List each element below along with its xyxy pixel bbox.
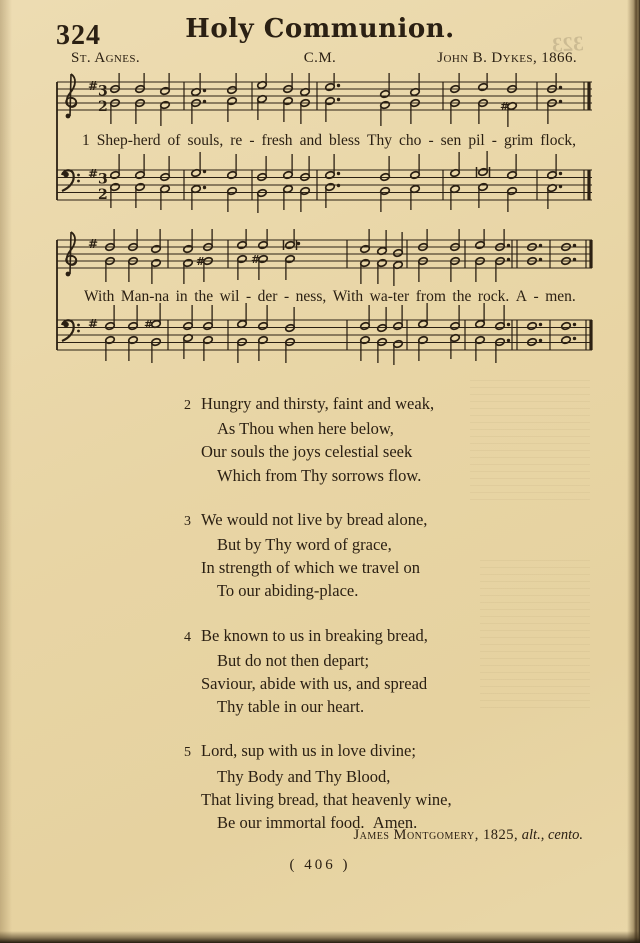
verse-line: To our abiding-place. (217, 581, 359, 601)
lyric-syllable: - (245, 288, 252, 305)
verse-line: Thy Body and Thy Blood, (217, 766, 391, 786)
lyric-syllable: the (452, 288, 472, 305)
note (360, 305, 370, 330)
note (257, 73, 267, 89)
note (478, 99, 488, 124)
note (547, 99, 562, 124)
note (418, 303, 428, 328)
lyric-syllable: in (175, 288, 188, 305)
note (258, 305, 268, 330)
note (561, 336, 576, 345)
verse-line: In strength of which we travel on (201, 558, 421, 578)
lyric-syllable: ness, (295, 288, 327, 305)
note (410, 185, 420, 210)
note (183, 305, 193, 330)
note (160, 73, 170, 95)
author-name: James Montgomery, 1825, (353, 827, 519, 843)
svg-text:#: # (196, 255, 206, 268)
note (377, 259, 387, 284)
verse-line: Be our immortal food. Amen. (217, 813, 418, 833)
note (418, 336, 428, 361)
svg-text:2: 2 (98, 99, 108, 115)
note (380, 187, 390, 212)
lyric-syllable: - (428, 132, 434, 149)
note (450, 152, 460, 177)
svg-text:#: # (88, 167, 99, 181)
note (507, 154, 517, 179)
note (475, 303, 485, 328)
svg-text:#: # (88, 317, 99, 331)
page-edge-left (0, 0, 12, 943)
verse-number: 3 (184, 513, 191, 529)
note (418, 257, 428, 282)
note (237, 255, 247, 280)
note (227, 187, 237, 212)
lyrics-line-2 (84, 288, 576, 306)
note (450, 99, 460, 124)
note (283, 154, 293, 179)
note (478, 183, 488, 208)
verse-line: 5 Lord, sup with us in love divine; (184, 739, 452, 764)
lyric-syllable: Shep-herd (96, 132, 161, 149)
verse-block (184, 392, 452, 855)
lyric-syllable: wil (219, 288, 240, 305)
note (325, 154, 340, 179)
meter-label: C.M. (303, 50, 337, 66)
note (151, 229, 161, 253)
verse-line: 4 Be known to us in breaking bread, (184, 624, 452, 649)
note (475, 257, 485, 282)
note (110, 73, 120, 93)
lyric-syllable: - (283, 288, 290, 305)
note (227, 97, 237, 122)
page-number: ( 406 ) (289, 857, 351, 873)
lyric-syllable: With (332, 288, 364, 305)
svg-text:#: # (144, 318, 154, 331)
lyric-syllable: Thy (367, 132, 392, 149)
lyric-syllable: 1 (82, 132, 90, 149)
note (450, 73, 460, 93)
lyric-syllable: - (491, 132, 497, 149)
verse-number: 2 (184, 398, 191, 413)
lyric-syllable: der (257, 288, 278, 305)
verse-line: But do not then depart; (217, 650, 370, 670)
note (135, 99, 145, 124)
note (377, 230, 387, 255)
bleedthrough-staves (480, 560, 590, 710)
hymn-number: 324 (56, 20, 101, 51)
svg-text:3: 3 (98, 83, 108, 100)
page-edge-bottom (0, 931, 640, 943)
note (285, 255, 295, 280)
page-title: Holy Communion. (185, 14, 455, 44)
note (105, 257, 115, 282)
note (495, 305, 510, 330)
lyric-syllable: from (415, 288, 446, 305)
note (191, 99, 206, 124)
note (561, 322, 576, 331)
note (144, 303, 161, 331)
note (135, 73, 145, 93)
note (477, 151, 490, 177)
note (300, 73, 310, 96)
note (110, 183, 120, 208)
bleedthrough-hymn-number: 323 (551, 31, 585, 57)
note (410, 73, 420, 96)
lyric-syllable: of (167, 132, 181, 149)
note (300, 99, 310, 124)
note (380, 73, 390, 98)
lyric-syllable: pil (468, 132, 485, 149)
note (283, 97, 293, 122)
lyric-syllable: grim (503, 132, 534, 149)
note (450, 257, 460, 282)
lyric-syllable: men. (545, 288, 576, 305)
lyric-syllable: fresh (261, 132, 293, 149)
lyric-syllable: flock, (540, 132, 576, 149)
note (300, 187, 310, 212)
lyric-syllable: re (230, 132, 243, 149)
note (283, 185, 293, 210)
svg-text:#: # (500, 100, 510, 113)
lyric-syllable: - (533, 288, 539, 305)
lyric-syllable: Man-na (120, 288, 170, 305)
note (393, 261, 403, 286)
svg-text:3: 3 (98, 171, 108, 188)
note (227, 154, 237, 179)
note (110, 99, 120, 124)
verse (184, 739, 452, 834)
lyrics-line-1 (82, 132, 576, 150)
note (360, 259, 370, 284)
lyric-syllable: and (299, 132, 322, 149)
note (475, 229, 485, 249)
note (393, 305, 403, 330)
note (251, 253, 268, 280)
verse-line: Saviour, abide with us, and spread (201, 674, 428, 694)
lyric-syllable: wa-ter (369, 288, 410, 305)
lyric-syllable: sen (440, 132, 462, 149)
note (135, 183, 145, 208)
note (450, 185, 460, 210)
note (380, 101, 390, 126)
note (360, 336, 370, 361)
verse-line: Which from Thy sorrows flow. (217, 465, 422, 485)
verse-line: But by Thy word of grace, (217, 535, 392, 555)
verse-number: 4 (184, 629, 191, 645)
note (500, 100, 517, 127)
verse-number: 5 (184, 745, 191, 761)
note (128, 257, 138, 282)
note (191, 185, 206, 210)
note (283, 73, 293, 93)
note (547, 73, 562, 93)
note (128, 336, 138, 361)
note (258, 336, 268, 361)
attribution-note: alt., cento. (518, 827, 583, 843)
note (507, 187, 517, 212)
verse-line: Our souls the joys celestial seek (201, 442, 413, 462)
note (151, 259, 161, 284)
note (110, 154, 120, 179)
tune-name: St. Agnes. (71, 50, 141, 66)
note (105, 336, 115, 361)
verse (184, 508, 452, 603)
lyric-syllable: rock. (477, 288, 510, 305)
author-attribution (354, 827, 584, 844)
lyric-syllable: souls, (187, 132, 224, 149)
note (547, 154, 562, 179)
note (191, 152, 206, 177)
note (547, 184, 562, 209)
verse-line: That living bread, that heavenly wine, (201, 789, 452, 809)
lyric-syllable: A (515, 288, 527, 305)
note (203, 305, 213, 330)
note (475, 336, 485, 361)
note (128, 305, 138, 330)
verse-line: 3 We would not live by bread alone, (184, 508, 452, 533)
page-edge-right (627, 0, 640, 943)
lyric-syllable: With (84, 288, 115, 305)
note (105, 305, 115, 330)
note (450, 334, 460, 359)
svg-text:2: 2 (98, 187, 108, 203)
note (203, 336, 213, 361)
note (360, 229, 370, 253)
verse-line: Thy table in our heart. (217, 697, 365, 717)
note (410, 99, 420, 124)
svg-text:#: # (88, 237, 99, 251)
note (183, 259, 193, 284)
lyric-syllable: - (249, 132, 255, 149)
lyric-syllable: bless (328, 132, 360, 149)
bass-clef-icon (62, 170, 80, 191)
note (160, 185, 170, 210)
note (495, 257, 510, 282)
note (135, 154, 145, 179)
note (237, 229, 247, 249)
verse (184, 624, 452, 719)
svg-text:#: # (88, 79, 99, 93)
svg-text:#: # (251, 253, 261, 266)
verse (184, 392, 452, 487)
lyric-syllable: the (194, 288, 214, 305)
note (507, 73, 517, 93)
note (183, 229, 193, 253)
bleedthrough-staves (470, 380, 590, 500)
note (160, 101, 170, 126)
bass-clef-icon (62, 320, 80, 341)
note (237, 303, 247, 328)
lyric-syllable: cho (399, 132, 422, 149)
note (183, 334, 193, 359)
note (257, 95, 267, 120)
note (191, 73, 206, 96)
note (258, 229, 268, 249)
note (393, 340, 403, 365)
note (227, 73, 237, 94)
note (527, 322, 542, 331)
note (450, 305, 460, 330)
verse-line: As Thou when here below, (217, 419, 394, 439)
note (325, 97, 340, 122)
verse-line: 2 Hungry and thirsty, faint and weak, (184, 392, 452, 417)
note (410, 154, 420, 179)
note (325, 183, 340, 208)
composer-credit: John B. Dykes, 1866. (437, 50, 577, 66)
